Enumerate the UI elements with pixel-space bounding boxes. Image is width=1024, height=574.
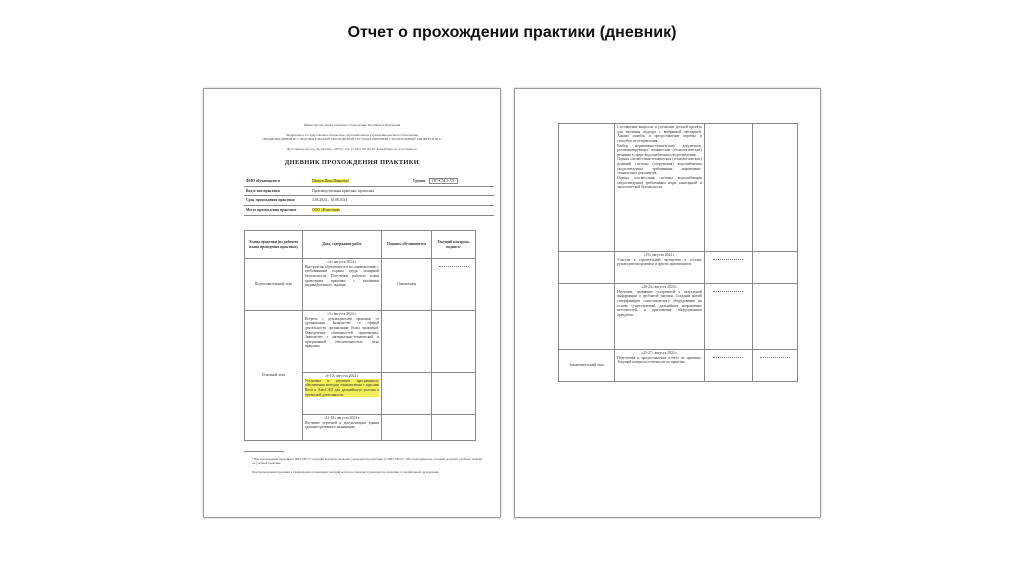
address-line: Ярославское шоссе, 26, Москва, 129337, тел. (7 495) 781-80-07, kanz@mgsu.ru, www.mgsu.ru [287, 147, 417, 151]
ministry-line: Министерство науки и высшего образования Российской Федерации [303, 123, 401, 127]
entry-text: Подготовка и предоставление отчета по практике. Текущий контроль отчетности по практике. [617, 355, 702, 365]
entry-date: «11-18» августа 2024 г. [323, 416, 360, 420]
table-cell [704, 252, 753, 284]
table-cell [382, 415, 432, 441]
col-date-content: Дата, содержание работ [302, 231, 381, 259]
table-cell [615, 350, 704, 382]
entry-date: «4» августа 2024 г. [327, 260, 357, 264]
group-label: Группа [413, 179, 426, 183]
table-cell [382, 373, 432, 415]
table-cell [753, 124, 798, 252]
table-cell [753, 350, 798, 382]
entry-text: Участие в строительной экспертизе в составе руководителя практики и других практикантов. [617, 257, 702, 267]
table-cell [559, 252, 615, 284]
table-cell [615, 284, 704, 350]
table-cell [302, 259, 381, 311]
col-student-sign: Подпись обучающегося [382, 231, 432, 259]
table-cell [432, 373, 476, 415]
table-cell [753, 284, 798, 350]
stage-preparatory: Подготовительный этап [245, 259, 303, 311]
table-cell [559, 124, 615, 252]
entry-text: Выбор нормативно-технических документов, регламентирующих технические (технологические) решения в сфере водоснабжения и водоотведения. [617, 143, 702, 157]
stage-main: Основной этап [245, 311, 303, 441]
table-cell [753, 252, 798, 284]
signature-line [713, 259, 743, 260]
table-cell [432, 311, 476, 373]
footnote-divider [244, 451, 284, 452]
table-cell [615, 252, 704, 284]
term-value: 4.08.2024 – 30.08.2024 [312, 198, 348, 203]
signature-line [760, 357, 790, 358]
signature-line [713, 357, 743, 358]
entry-text: Встреча с руководителем практики от организации. Знакомство со сферой деятельности организации (базы практики). Определение обязанностей практиканта. Знакомство с материально-технической и программной обеспеченностью базы практики. [304, 316, 380, 349]
institution-line-1: Федеральное государственное бюджетное образовательное учреждение высшего образования [286, 133, 418, 137]
table-cell [559, 284, 615, 350]
slide-title: Отчет о прохождении практики (дневник) [347, 24, 677, 41]
sign-acknowledged: Ознакомлен [382, 259, 432, 311]
table-cell [704, 350, 753, 382]
signature-line [713, 291, 743, 292]
table-cell [432, 259, 476, 311]
table-cell [302, 373, 381, 415]
stage-final: Заключительный этап [559, 350, 615, 382]
entry-date: «20-24» августа 2024 г. [641, 285, 678, 289]
practice-stages-table [244, 230, 476, 441]
table-cell [302, 415, 381, 441]
col-stage: Этапы практики (из рабочего плана проведения практики) [245, 231, 303, 259]
entry-text-highlighted: Установка и изучение программного обеспечения методом ознакомления с курсами Revit и AutoCAD для дальнейшего участия в проектной деятельности. [304, 378, 380, 397]
footnote-1: ¹ При прохождении практики в НИУ МГСУ текущий контроль проводит руководитель практики от НИУ МГСУ, либо преподаватель, который проводит учебные занятия по учебной практике. [252, 457, 482, 466]
footnote-2: При прохождении практики в профильной организации текущий контроль проводит руководитель практики от профильной организации. [252, 470, 440, 474]
entry-text: Изучение, сравнение устаревшей и актуальной информации о трубчатой закупки. Создание новой спецификации сантехнического оборудования на основе существующей, дальнейшее исправление неточностей, и приложение оборудованием арендатов. [617, 289, 702, 317]
diary-page-2 [514, 88, 821, 518]
place-value: ООО «Компания» [312, 207, 341, 212]
entry-date: «19» августа 2024 г. [643, 253, 676, 257]
entry-date: «25-27» августа 2024 г. [641, 351, 678, 355]
term-label: Срок прохождения практики [246, 198, 295, 203]
place-label: Место прохождения практики [246, 207, 297, 212]
signature-line [439, 266, 469, 267]
group-value: ПГЭСМ 2-XX [429, 178, 457, 184]
entry-text: Оценка соответствия системы водоснабжения (водоотведения) требованиям норм санитарной и экологической безопасности. [617, 175, 702, 190]
table-cell [432, 415, 476, 441]
entry-text: Инструктаж обучающегося по ознакомлению с требованиями охраны труда, пожарной безопасности. Получение рабочего плана проведения практики с указанием индивидуального задания. [304, 264, 380, 288]
table-cell [382, 311, 432, 373]
table-cell [302, 311, 381, 373]
col-control: Текущий контроль, подпись¹ [432, 231, 476, 259]
student-info-table [244, 177, 494, 216]
practice-stages-table-continued [558, 123, 798, 382]
institution-line-2: «НАЦИОНАЛЬНЫЙ ИССЛЕДОВАТЕЛЬСКИЙ МОСКОВСКИЙ ГОСУДАРСТВЕННЫЙ СТРОИТЕЛЬНЫЙ УНИВЕРСИТЕТ» [262, 137, 442, 141]
table-cell [704, 124, 753, 252]
practice-type-label: Вид и тип практики [246, 188, 280, 193]
entry-text: Составление вопросов и уточнение деталей проекта для изучения подхода с выбранной методикой. Анализ ошибок и предоставление чертежа и способов их исправления. [617, 125, 702, 143]
table-cell [704, 284, 753, 350]
practice-type-value: Производственная практика, проектная [312, 188, 374, 193]
fio-label: ФИО обучающегося [246, 179, 280, 183]
table-cell [615, 124, 704, 252]
fio-value: Иванов Иван Иванович [312, 179, 349, 183]
entry-date: «6-10» августа 2024 г. [324, 374, 360, 378]
entry-text: Изучение чертежей и документации здания административного назначения. [304, 420, 380, 430]
entry-date: «5» августа 2024 г. [327, 312, 357, 316]
diary-title: ДНЕВНИК ПРОХОЖДЕНИЯ ПРАКТИКИ [284, 159, 420, 166]
entry-text: Оценка соответствия технических (технологических) решений системы (сооружения) водоснабжения (водоотведения) требованиям нормативно-технических документов. [617, 157, 702, 176]
diary-page-1 [203, 88, 501, 518]
